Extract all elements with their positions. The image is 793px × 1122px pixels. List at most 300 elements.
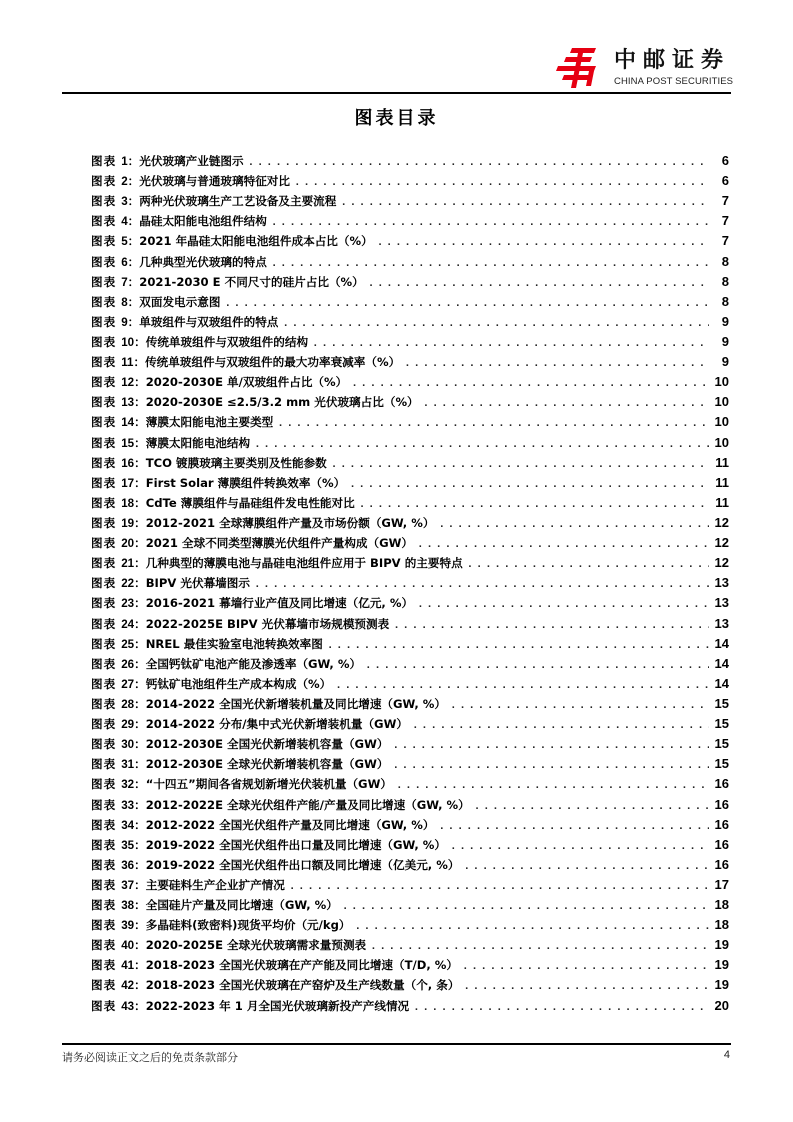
toc-entry-separator: ：	[134, 777, 146, 792]
toc-entry-title: 2014-2022 全国光伏新增装机量及同比增速（GW, %）	[145, 696, 447, 711]
toc-entry-separator: ：	[134, 938, 146, 953]
toc-entry-number: 3	[121, 195, 128, 209]
toc-entry-page[interactable]: 12	[714, 555, 729, 571]
toc-entry-separator: ：	[134, 616, 146, 631]
toc-entry-number: 12	[121, 376, 135, 390]
toc-entry-page[interactable]: 7	[721, 233, 729, 249]
toc-entry[interactable]	[91, 513, 729, 533]
toc-entry-label[interactable]	[91, 493, 355, 514]
toc-entry-prefix: 图表	[91, 877, 117, 892]
toc-entry-separator: ：	[127, 174, 140, 189]
toc-entry-prefix: 图表	[91, 737, 117, 752]
toc-entry-number: 37	[121, 878, 135, 892]
toc-entry-prefix: 图表	[91, 958, 117, 973]
toc-entry-page[interactable]: 10	[714, 414, 729, 430]
toc-entry-label[interactable]	[91, 433, 250, 454]
toc-entry-prefix: 图表	[91, 174, 117, 189]
toc-entry-number: 30	[121, 738, 135, 752]
toc-entry-prefix: 图表	[91, 616, 117, 631]
toc-entry-label[interactable]	[91, 211, 267, 232]
toc-entry-label[interactable]	[91, 774, 392, 795]
toc-entry-title: 光伏玻璃与普通玻璃特征对比	[139, 174, 290, 189]
toc-entry-number: 7	[121, 275, 128, 289]
toc-entry-title: CdTe 薄膜组件与晶硅组件发电性能对比	[145, 495, 355, 510]
toc-entry-number: 31	[121, 758, 135, 772]
footer-divider	[62, 1043, 731, 1045]
toc-entry-label[interactable]	[91, 412, 273, 433]
toc-entry-number: 32	[121, 778, 135, 792]
toc-entry-page[interactable]: 16	[714, 796, 729, 812]
toc-entry-prefix: 图表	[91, 596, 117, 611]
toc-entry-separator: ：	[134, 918, 146, 933]
toc-entry-prefix: 图表	[91, 435, 117, 450]
toc-entry-separator: ：	[127, 214, 140, 229]
toc-dot-leader	[404, 354, 709, 374]
toc-entry-page[interactable]: 15	[714, 695, 729, 711]
toc-entry-number: 6	[121, 255, 128, 269]
toc-entry-number: 28	[121, 697, 135, 711]
toc-dot-leader	[417, 595, 709, 615]
toc-entry[interactable]	[91, 573, 729, 593]
toc-entry-prefix: 图表	[91, 314, 117, 329]
toc-entry-number: 24	[121, 617, 135, 631]
toc-entry-title: 钙钛矿电池组件生产成本构成（%）	[145, 676, 332, 691]
toc-dot-leader	[248, 153, 709, 173]
toc-entry[interactable]	[91, 774, 729, 794]
toc-entry-number: 34	[121, 818, 135, 832]
toc-entry-title: 2020-2030E ≤2.5/3.2 mm 光伏玻璃占比（%）	[145, 395, 419, 410]
toc-entry-prefix: 图表	[91, 696, 117, 711]
toc-entry-number: 22	[121, 577, 135, 591]
toc-entry-page[interactable]: 19	[714, 977, 729, 993]
toc-dot-leader	[462, 957, 709, 977]
toc-entry-separator: ：	[134, 676, 146, 691]
toc-dot-leader	[277, 414, 709, 434]
toc-entry-prefix: 图表	[91, 375, 117, 390]
toc-dot-leader	[377, 233, 709, 253]
toc-entry-number: 5	[121, 235, 128, 249]
toc-entry-page[interactable]: 11	[715, 494, 729, 510]
toc-dot-leader	[354, 917, 709, 937]
toc-entry[interactable]	[91, 694, 729, 714]
toc-entry-page[interactable]: 6	[721, 173, 729, 189]
toc-entry-number: 35	[121, 838, 135, 852]
toc-entry-page[interactable]: 19	[714, 957, 729, 973]
toc-entry[interactable]	[91, 372, 729, 392]
toc-entry-title: 光伏玻璃产业链图示	[139, 154, 244, 168]
toc-entry-prefix: 图表	[91, 515, 117, 530]
toc-entry-label[interactable]	[91, 171, 290, 192]
toc-entry-number: 29	[121, 718, 135, 732]
toc-entry-label[interactable]	[91, 473, 345, 494]
toc-entry-title: 2022-2025E BIPV 光伏幕墙市场规模预测表	[145, 616, 390, 631]
toc-entry-separator: ：	[127, 194, 140, 209]
toc-entry[interactable]	[91, 996, 729, 1016]
toc-entry-title: 主要硅料生产企业扩产情况	[145, 877, 285, 892]
toc-entry-label[interactable]	[91, 634, 323, 655]
toc-entry[interactable]	[91, 171, 729, 191]
toc-entry-separator: ：	[127, 234, 140, 249]
toc-entry-page[interactable]: 8	[721, 253, 729, 269]
toc-entry-page[interactable]: 10	[714, 374, 729, 390]
toc-entry-label[interactable]	[91, 513, 434, 534]
china-post-logo-icon	[556, 46, 598, 90]
page-header	[0, 0, 793, 100]
toc-entry-prefix: 图表	[91, 757, 117, 772]
toc-entry-label[interactable]	[91, 231, 373, 252]
toc-entry[interactable]	[91, 835, 729, 855]
toc-entry-label[interactable]	[91, 332, 308, 353]
toc-entry-separator: ：	[134, 515, 146, 530]
toc-entry-title: 全国钙钛矿电池产能及渗透率（GW, %）	[145, 656, 362, 671]
toc-entry-label[interactable]	[91, 875, 285, 896]
toc-entry-label[interactable]	[91, 553, 463, 574]
toc-entry-separator: ：	[134, 435, 146, 450]
toc-entry-page[interactable]: 15	[714, 756, 729, 772]
toc-entry-label[interactable]	[91, 312, 278, 333]
page-title: 图表目录	[354, 108, 439, 129]
toc-entry-label[interactable]	[91, 252, 267, 273]
toc-entry-title: 2022-2023 年 1 月全国光伏玻璃新投产产线情况	[145, 998, 410, 1013]
toc-entry-prefix: 图表	[91, 234, 117, 249]
toc-entry-title: 2020-2030E 单/双玻组件占比（%）	[145, 375, 348, 390]
toc-entry-page[interactable]: 16	[714, 816, 729, 832]
toc-entry-label[interactable]	[91, 372, 347, 393]
toc-entry-number: 38	[121, 899, 135, 913]
toc-entry-number: 20	[121, 537, 135, 551]
toc-entry-page[interactable]: 10	[714, 394, 729, 410]
toc-entry-page[interactable]: 20	[714, 997, 729, 1013]
toc-entry[interactable]	[91, 231, 729, 251]
toc-entry-label[interactable]	[91, 694, 446, 715]
toc-entry-label[interactable]	[91, 151, 244, 172]
toc-dot-leader	[413, 998, 709, 1018]
toc-entry-title: 几种典型的薄膜电池与晶硅电池组件应用于 BIPV 的主要特点	[145, 556, 463, 571]
toc-dot-leader	[340, 193, 709, 213]
toc-entry-separator: ：	[134, 636, 146, 651]
toc-entry-separator: ：	[134, 415, 146, 430]
toc-entry-page[interactable]: 11	[715, 454, 729, 470]
toc-entry[interactable]	[91, 191, 729, 211]
toc-entry-page[interactable]: 7	[721, 193, 729, 209]
toc-entry-separator: ：	[127, 274, 140, 289]
toc-entry-title: 2021-2030 E 不同尺寸的硅片占比（%）	[139, 274, 364, 289]
toc-entry-separator: ：	[127, 294, 140, 309]
header-divider	[62, 92, 731, 94]
toc-entry-number: 15	[121, 436, 135, 450]
toc-entry-label[interactable]	[91, 795, 470, 816]
toc-entry-number: 42	[121, 979, 135, 993]
toc-dot-leader	[450, 696, 709, 716]
toc-entry-prefix: 图表	[91, 475, 117, 490]
toc-entry-page[interactable]: 14	[714, 675, 729, 691]
toc-entry-label[interactable]	[91, 734, 388, 755]
toc-entry-separator: ：	[134, 717, 146, 732]
toc-entry-page[interactable]: 13	[714, 575, 729, 591]
toc-dot-leader	[294, 173, 709, 193]
toc-entry-label[interactable]	[91, 855, 459, 876]
toc-entry[interactable]	[91, 614, 729, 634]
toc-dot-leader	[474, 797, 709, 817]
toc-entry-label[interactable]	[91, 352, 400, 373]
toc-entry-page[interactable]: 14	[714, 655, 729, 671]
toc-entry-number: 33	[121, 798, 135, 812]
toc-entry-title: 多晶硅料(致密料)现货平均价（元/kg）	[145, 918, 351, 933]
toc-dot-leader	[289, 877, 709, 897]
toc-entry-prefix: 图表	[91, 355, 117, 370]
toc-entry-page[interactable]: 9	[721, 333, 729, 349]
toc-entry-title: 2016-2021 幕墙行业产值及同比增速（亿元, %）	[145, 596, 414, 611]
toc-entry-page[interactable]: 9	[721, 313, 729, 329]
toc-entry[interactable]	[91, 955, 729, 975]
toc-entry-label[interactable]	[91, 975, 459, 996]
toc-entry-page[interactable]: 12	[714, 535, 729, 551]
toc-entry-title: 两种光伏玻璃生产工艺设备及主要流程	[139, 194, 337, 209]
toc-entry-title: 薄膜太阳能电池结构	[145, 435, 251, 450]
toc-entry-separator: ：	[134, 978, 146, 993]
toc-entry-title: 2018-2023 全国光伏玻璃在产窑炉及生产线数量（个, 条）	[145, 978, 460, 993]
toc-entry-label[interactable]	[91, 835, 446, 856]
toc-entry-page[interactable]: 11	[715, 474, 729, 490]
toc-entry-number: 41	[121, 959, 135, 973]
toc-entry-label[interactable]	[91, 815, 434, 836]
toc-entry-separator: ：	[134, 334, 146, 349]
toc-entry[interactable]	[91, 734, 729, 754]
toc-dot-leader	[327, 636, 709, 656]
toc-dot-leader	[392, 756, 709, 776]
toc-entry-number: 2	[121, 175, 128, 189]
toc-entry[interactable]	[91, 151, 729, 171]
toc-dot-leader	[312, 334, 709, 354]
toc-dot-leader	[331, 455, 709, 475]
toc-entry-separator: ：	[134, 576, 146, 591]
toc-entry-number: 4	[121, 215, 128, 229]
toc-entry[interactable]	[91, 714, 729, 734]
toc-entry-prefix: 图表	[91, 676, 117, 691]
toc-entry[interactable]	[91, 453, 729, 473]
toc-entry[interactable]	[91, 433, 729, 453]
toc-entry[interactable]	[91, 754, 729, 774]
toc-entry-title: 几种典型光伏玻璃的特点	[139, 254, 267, 269]
toc-entry[interactable]	[91, 935, 729, 955]
toc-entry[interactable]	[91, 975, 729, 995]
toc-entry-title: 2020-2025E 全球光伏玻璃需求量预测表	[145, 938, 367, 953]
toc-entry-title: 晶硅太阳能电池组件结构	[139, 214, 267, 229]
toc-entry[interactable]	[91, 795, 729, 815]
toc-entry-label[interactable]	[91, 674, 331, 695]
toc-entry-number: 14	[121, 416, 135, 430]
toc-entry-separator: ：	[134, 556, 146, 571]
toc-entry-number: 1	[121, 155, 128, 168]
toc-entry-number: 11	[121, 356, 134, 370]
toc-entry[interactable]	[91, 412, 729, 432]
toc-entry-number: 18	[121, 496, 135, 510]
toc-dot-leader	[463, 857, 709, 877]
toc-dot-leader	[368, 274, 709, 294]
toc-entry-separator: ：	[134, 596, 146, 611]
toc-entry-prefix: 图表	[91, 797, 117, 812]
toc-entry-separator: ：	[134, 898, 146, 913]
toc-entry-prefix: 图表	[91, 214, 117, 229]
toc-entry-page[interactable]: 18	[714, 917, 729, 933]
toc-entry[interactable]	[91, 352, 729, 372]
footer-disclaimer: 请务必阅读正文之后的免责条款部分	[62, 1051, 238, 1064]
toc-entry-label[interactable]	[91, 573, 250, 594]
toc-entry[interactable]	[91, 875, 729, 895]
toc-entry-prefix: 图表	[91, 194, 117, 209]
toc-entry[interactable]	[91, 473, 729, 493]
toc-entry-page[interactable]: 19	[714, 937, 729, 953]
toc-entry-title: 薄膜太阳能电池主要类型	[145, 415, 274, 430]
toc-entry-title: BIPV 光伏幕墙图示	[145, 576, 250, 591]
toc-entry[interactable]	[91, 292, 729, 312]
brand-name-english: CHINA POST SECURITIES	[614, 76, 734, 87]
toc-entry-label[interactable]	[91, 895, 338, 916]
toc-entry-label[interactable]	[91, 392, 419, 413]
toc-entry-page[interactable]: 16	[714, 856, 729, 872]
toc-dot-leader	[271, 254, 709, 274]
toc-entry-number: 17	[121, 476, 135, 490]
toc-dot-leader	[335, 676, 709, 696]
toc-entry-page[interactable]: 13	[714, 595, 729, 611]
toc-entry-number: 39	[121, 919, 135, 933]
toc-entry-title: 2012-2030E 全国光伏新增装机容量（GW）	[145, 737, 389, 752]
toc-dot-leader	[438, 515, 709, 535]
toc-entry-page[interactable]: 15	[714, 736, 729, 752]
toc-entry-page[interactable]: 14	[714, 635, 729, 651]
toc-entry-page[interactable]: 16	[714, 776, 729, 792]
toc-entry-prefix: 图表	[91, 576, 117, 591]
toc-entry-label[interactable]	[91, 654, 361, 675]
toc-entry-prefix: 图表	[91, 294, 117, 309]
toc-entry-prefix: 图表	[91, 536, 117, 551]
toc-dot-leader	[224, 294, 709, 314]
toc-entry[interactable]	[91, 211, 729, 231]
toc-dot-leader	[282, 314, 709, 334]
toc-entry-prefix: 图表	[91, 656, 117, 671]
toc-dot-leader	[463, 977, 709, 997]
toc-entry-label[interactable]	[91, 453, 327, 474]
toc-entry[interactable]	[91, 634, 729, 654]
toc-entry[interactable]	[91, 252, 729, 272]
toc-entry-separator: ：	[134, 817, 146, 832]
toc-entry-prefix: 图表	[91, 978, 117, 993]
toc-entry-label[interactable]	[91, 191, 336, 212]
toc-entry-label[interactable]	[91, 292, 220, 313]
toc-dot-leader	[412, 716, 709, 736]
toc-entry[interactable]	[91, 654, 729, 674]
toc-entry-separator: ：	[134, 475, 146, 490]
toc-entry[interactable]	[91, 332, 729, 352]
toc-entry[interactable]	[91, 493, 729, 513]
toc-entry-number: 21	[121, 557, 135, 571]
toc-entry-page[interactable]: 10	[714, 434, 729, 450]
toc-entry-page[interactable]: 7	[721, 213, 729, 229]
toc-dot-leader	[271, 213, 709, 233]
toc-entry[interactable]	[91, 553, 729, 573]
toc-entry-label[interactable]	[91, 272, 364, 293]
toc-entry-label[interactable]	[91, 614, 389, 635]
toc-entry-page[interactable]: 16	[714, 836, 729, 852]
toc-dot-leader	[359, 495, 709, 515]
toc-entry-number: 26	[121, 657, 135, 671]
toc-entry-number: 16	[121, 456, 135, 470]
toc-entry-prefix: 图表	[91, 455, 117, 470]
toc-entry-prefix: 图表	[91, 254, 117, 269]
toc-entry-number: 8	[121, 295, 128, 309]
toc-entry[interactable]	[91, 915, 729, 935]
toc-dot-leader	[396, 776, 709, 796]
toc-entry-label[interactable]	[91, 714, 408, 735]
toc-entry-number: 27	[121, 677, 135, 691]
toc-dot-leader	[438, 817, 709, 837]
toc-entry-page[interactable]: 17	[714, 876, 729, 892]
toc-entry-number: 43	[121, 999, 135, 1013]
toc-entry-separator: ：	[134, 958, 146, 973]
toc-entry[interactable]	[91, 312, 729, 332]
toc-entry-separator: ：	[134, 837, 146, 852]
toc-entry[interactable]	[91, 815, 729, 835]
toc-entry-prefix: 图表	[91, 857, 117, 872]
toc-entry[interactable]	[91, 674, 729, 694]
toc-entry-label[interactable]	[91, 955, 458, 976]
toc-entry-page[interactable]: 15	[714, 716, 729, 732]
toc-entry-prefix: 图表	[91, 777, 117, 792]
toc-entry-prefix: 图表	[91, 938, 117, 953]
toc-entry-title: 2021 全球不同类型薄膜光伏组件产量构成（GW）	[145, 536, 414, 551]
toc-entry[interactable]	[91, 855, 729, 875]
toc-entry-label[interactable]	[91, 935, 366, 956]
toc-dot-leader	[450, 837, 709, 857]
toc-entry-page[interactable]: 13	[714, 615, 729, 631]
toc-entry-separator: ：	[134, 455, 146, 470]
toc-dot-leader	[342, 897, 709, 917]
toc-entry-page[interactable]: 8	[721, 273, 729, 289]
toc-entry-separator: ：	[127, 314, 140, 329]
toc-entry[interactable]	[91, 392, 729, 412]
toc-entry-label[interactable]	[91, 593, 413, 614]
toc-entry-number: 40	[121, 939, 135, 953]
toc-entry-label[interactable]	[91, 533, 413, 554]
toc-entry[interactable]	[91, 593, 729, 613]
toc-entry-page[interactable]: 8	[721, 293, 729, 309]
toc-entry-title: 2019-2022 全国光伏组件出口量及同比增速（GW, %）	[145, 837, 447, 852]
toc-dot-leader	[351, 374, 709, 394]
toc-entry-number: 10	[121, 335, 135, 349]
toc-entry[interactable]	[91, 272, 729, 292]
toc-entry-title: 2012-2022E 全球光伏组件产能/产量及同比增速（GW, %）	[145, 797, 470, 812]
toc-entry-label[interactable]	[91, 915, 350, 936]
toc-entry-separator: ：	[127, 154, 140, 168]
toc-entry-page[interactable]: 9	[721, 354, 729, 370]
toc-dot-leader	[370, 937, 709, 957]
toc-dot-leader	[392, 736, 709, 756]
toc-entry-number: 9	[121, 315, 128, 329]
toc-dot-leader	[254, 575, 709, 595]
toc-entry-page[interactable]: 12	[714, 514, 729, 530]
toc-entry-label[interactable]	[91, 754, 388, 775]
footer-page-number: 4	[723, 1049, 730, 1061]
toc-entry-number: 13	[121, 396, 135, 410]
toc-entry[interactable]	[91, 895, 729, 915]
toc-entry-separator: ：	[134, 998, 146, 1013]
toc-entry-label[interactable]	[91, 996, 409, 1017]
toc-entry[interactable]	[91, 533, 729, 553]
toc-entry-page[interactable]: 18	[714, 897, 729, 913]
toc-entry-page[interactable]: 6	[721, 153, 729, 168]
toc-entry-title: “十四五”期间各省规划新增光伏装机量（GW）	[145, 777, 392, 792]
toc-dot-leader	[423, 394, 709, 414]
